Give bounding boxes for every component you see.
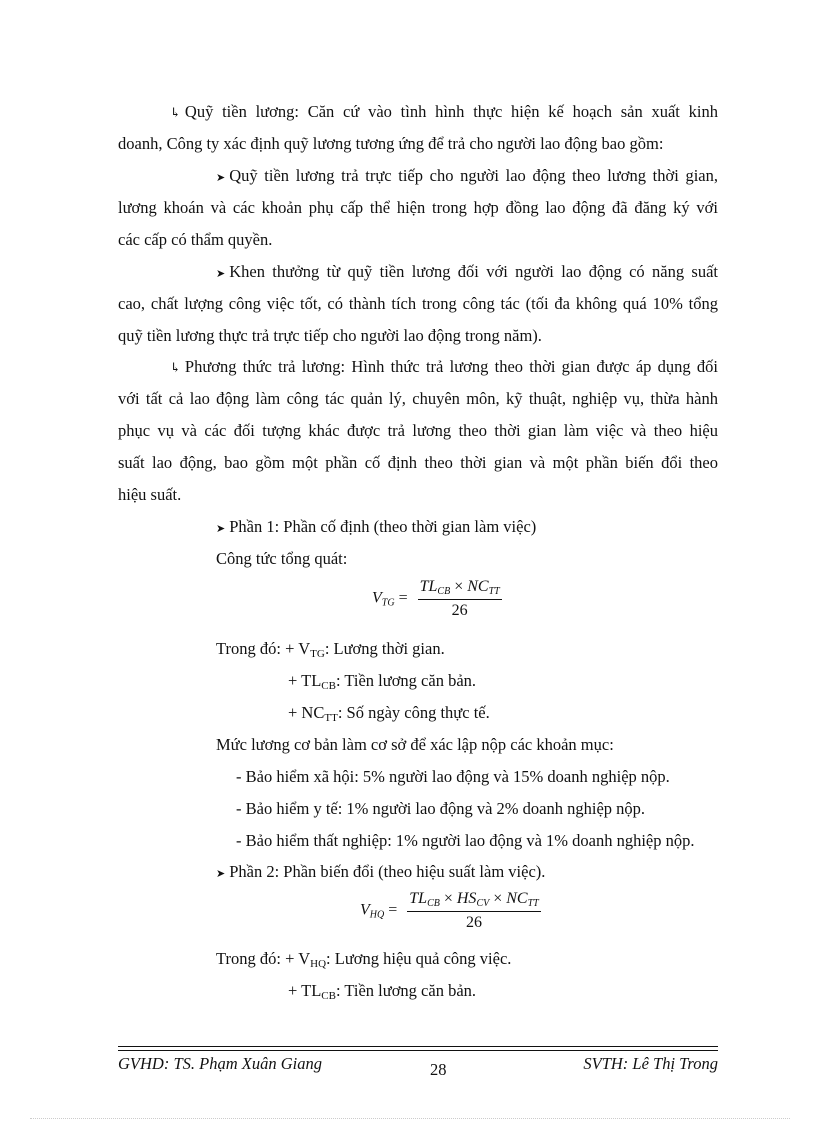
part1-heading: ➤ Phần 1: Phần cố định (theo thời gian làm việc) [216, 517, 537, 536]
para4-line3: phục vụ và các đối tượng khác được trả lương theo thời gian làm việc và theo hiệu [118, 421, 718, 440]
footer-rule-thick [118, 1046, 718, 1047]
para3-line3: quỹ tiền lương thực trả trực tiếp cho người lao động trong năm). [118, 326, 542, 345]
hook-arrow-icon: ↳ [170, 105, 181, 120]
formula-vhq: VHQ = $\frac{\text{TLCB × HSCV × NCTT}}{26}$ [360, 890, 539, 931]
triangle-bullet-icon: ➤ [216, 868, 226, 880]
para4-line5: hiệu suất. [118, 485, 182, 504]
triangle-bullet-icon: ➤ [216, 523, 226, 535]
definition-tlcb-2: + $TL_{CB}$: Tiền lương căn bản. [288, 981, 477, 1002]
triangle-bullet-icon: ➤ [216, 268, 226, 280]
para2-line3: các cấp có thẩm quyền. [118, 230, 273, 249]
definition-tlcb: + $TL_{CB}$: Tiền lương căn bản. [288, 671, 477, 692]
para1-line1: ↳ Quỹ tiền lương: Căn cứ vào tình hình thực hiện kế hoạch sản xuất kinh [170, 102, 718, 121]
footer-supervisor: GVHD: TS. Phạm Xuân Giang [118, 1054, 322, 1073]
footer-student: SVTH: Lê Thị Trong [583, 1054, 718, 1073]
para4-line4: suất lao động, bao gồm một phần cố định theo thời gian và một phần biến đổi theo [118, 453, 718, 472]
hook-arrow-icon: ↳ [170, 360, 181, 375]
health-insurance-item: - Bảo hiểm y tế: 1% người lao động và 2% doanh nghiệp nộp. [236, 799, 646, 818]
social-insurance-item: - Bảo hiểm xã hội: 5% người lao động và 15% doanh nghiệp nộp. [236, 767, 670, 786]
para2-line1: ➤ Quỹ tiền lương trả trực tiếp cho người lao động theo lương thời gian, [216, 166, 718, 185]
footer-rule-thin [118, 1050, 718, 1051]
triangle-bullet-icon: ➤ [216, 172, 226, 184]
para3-line1: ➤ Khen thưởng từ quỹ tiền lương đối với người lao động có năng suất [216, 262, 718, 281]
general-formula-label: Công tức tổng quát: [216, 549, 348, 568]
para2-line2: lương khoán và các khoản phụ cấp thể hiện trong hợp đồng lao động đã đăng ký với [118, 198, 718, 217]
part2-heading: ➤ Phần 2: Phần biến đổi (theo hiệu suất làm việc). [216, 862, 546, 881]
page-bottom-dotted-border [30, 1118, 790, 1119]
page-number: 28 [430, 1060, 447, 1079]
definition-vtg: Trong đó: + $V_{TG}$: Lương thời gian. [216, 639, 445, 660]
definition-vhq: Trong đó: + $V_{HQ}$: Lương hiệu quả công việc. [216, 949, 512, 970]
formula-vtg: VTG = $\frac{\text{TLCB × NCTT}}{26}$ [372, 578, 500, 619]
para4-line1: ↳ Phương thức trả lương: Hình thức trả lương theo thời gian được áp dụng đối [170, 357, 718, 376]
para1-line2: doanh, Công ty xác định quỹ lương tương ứng để trả cho người lao động bao gồm: [118, 134, 664, 153]
unemployment-insurance-item: - Bảo hiểm thất nghiệp: 1% người lao động và 1% doanh nghiệp nộp. [236, 831, 695, 850]
definition-nctt: + $NC_{TT}$: Số ngày công thực tế. [288, 703, 490, 724]
fraction: $\frac{\text{TLCB × NCTT}}{26}$ [419, 578, 500, 619]
para3-line2: cao, chất lượng công việc tốt, có thành tích trong công tác (tối đa không quá 10% tổng [118, 294, 718, 313]
para4-line2: với tất cả lao động làm công tác quản lý, chuyên môn, kỹ thuật, nghiệp vụ, thừa hành [118, 389, 718, 408]
base-salary-text: Mức lương cơ bản làm cơ sở để xác lập nộp các khoản mục: [216, 735, 614, 754]
fraction: $\frac{\text{TLCB × HSCV × NCTT}}{26}$ [409, 890, 539, 931]
